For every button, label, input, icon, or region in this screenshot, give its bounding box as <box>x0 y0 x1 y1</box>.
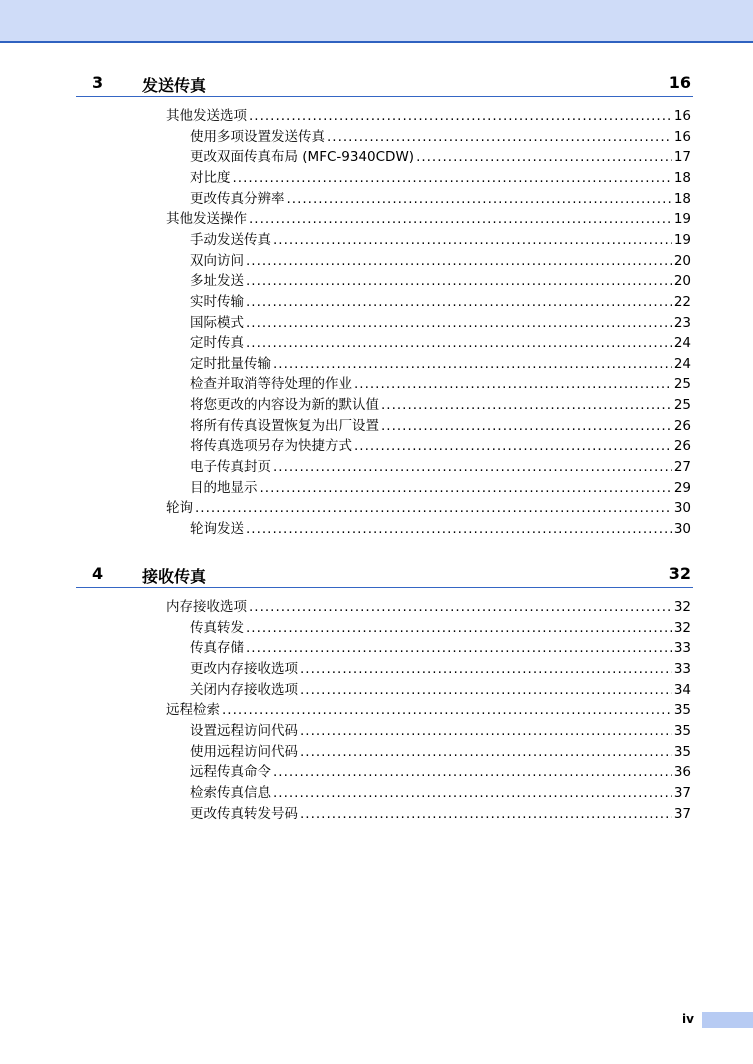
dot-leader <box>249 108 672 125</box>
toc-entry[interactable] <box>190 333 691 352</box>
dot-leader <box>273 232 672 249</box>
toc-entry-page: 33 <box>673 640 691 657</box>
toc-entry-page: 26 <box>673 438 691 455</box>
toc-entry-label: 检查并取消等待处理的作业 <box>190 376 352 393</box>
toc-entry[interactable] <box>190 659 691 678</box>
toc-entry-label: 定时传真 <box>190 335 244 352</box>
chapter-title: 接收传真 <box>142 567 207 586</box>
toc-entry-label: 传真转发 <box>190 619 244 636</box>
dot-leader <box>300 744 672 761</box>
chapter-page: 32 <box>668 564 691 583</box>
toc-entry-label: 国际模式 <box>190 314 244 331</box>
toc-entry-page: 35 <box>673 743 691 760</box>
toc-entry-page: 24 <box>673 335 691 352</box>
toc-entry-label: 远程检索 <box>166 702 220 719</box>
toc-entry-page: 35 <box>673 702 691 719</box>
toc-entry-label: 将您更改的内容设为新的默认值 <box>190 397 379 414</box>
toc-entry-page: 36 <box>673 764 691 781</box>
dot-leader <box>246 620 672 637</box>
toc-entry[interactable] <box>166 498 691 517</box>
toc-entry[interactable] <box>166 700 691 719</box>
toc-entry-page: 26 <box>673 417 691 434</box>
dot-leader <box>195 500 672 517</box>
toc-entry-label: 轮询 <box>166 500 193 517</box>
toc-entry[interactable] <box>190 395 691 414</box>
toc-entry[interactable] <box>190 478 691 497</box>
toc-entry[interactable] <box>190 251 691 270</box>
toc-entry-page: 25 <box>673 397 691 414</box>
dot-leader <box>381 418 672 435</box>
toc-entry[interactable] <box>190 127 691 146</box>
toc-entry[interactable] <box>190 374 691 393</box>
toc-entry-label: 更改内存接收选项 <box>190 660 298 677</box>
toc-entry-label: 电子传真封页 <box>190 459 271 476</box>
toc-entry-page: 35 <box>673 722 691 739</box>
page-number: iv <box>682 1012 694 1026</box>
toc-entry-label: 对比度 <box>190 169 231 186</box>
dot-leader <box>300 682 672 699</box>
toc-entry-page: 30 <box>673 500 691 517</box>
toc-entry[interactable] <box>166 106 691 125</box>
toc-entry-label: 更改传真分辨率 <box>190 190 285 207</box>
dot-leader <box>249 211 672 228</box>
toc-entry[interactable] <box>190 168 691 187</box>
toc-entry[interactable] <box>190 721 691 740</box>
toc-entry-label: 使用远程访问代码 <box>190 743 298 760</box>
dot-leader <box>416 149 672 166</box>
toc-entry-page: 19 <box>673 211 691 228</box>
toc-entry-page: 30 <box>673 521 691 537</box>
toc-entry-page: 17 <box>673 149 691 166</box>
toc-entry[interactable] <box>190 313 691 332</box>
chapter-heading[interactable] <box>76 72 693 97</box>
chapter-title: 发送传真 <box>142 76 207 95</box>
dot-leader <box>354 438 672 455</box>
toc-entry-page: 20 <box>673 273 691 290</box>
toc-entry-label: 手动发送传真 <box>190 231 271 248</box>
toc-entry[interactable] <box>190 230 691 249</box>
dot-leader <box>354 376 672 393</box>
dot-leader <box>249 599 672 616</box>
toc-entry[interactable] <box>190 762 691 781</box>
toc-entry-page: 32 <box>673 619 691 636</box>
toc-entry-label: 将所有传真设置恢复为出厂设置 <box>190 417 379 434</box>
dot-leader <box>273 459 672 476</box>
dot-leader <box>300 661 672 678</box>
chapter-heading[interactable] <box>76 563 693 588</box>
dot-leader <box>246 521 672 538</box>
toc-entry-label: 其他发送选项 <box>166 108 247 124</box>
footer-tab <box>702 1012 753 1028</box>
toc-entry[interactable] <box>190 783 691 802</box>
toc-entry-label: 多址发送 <box>190 273 244 290</box>
toc-entry-page: 18 <box>673 190 691 207</box>
dot-leader <box>300 806 672 823</box>
dot-leader <box>260 480 672 497</box>
toc-entry-page: 33 <box>673 660 691 677</box>
toc-entry-page: 32 <box>673 599 691 615</box>
toc-entry-page: 16 <box>673 108 691 124</box>
toc-entry[interactable] <box>166 209 691 228</box>
toc-entry-label: 检索传真信息 <box>190 784 271 801</box>
toc-entry-page: 37 <box>673 784 691 801</box>
toc-entry[interactable] <box>190 436 691 455</box>
toc-entry-label: 关闭内存接收选项 <box>190 681 298 698</box>
toc-entry-label: 设置远程访问代码 <box>190 722 298 739</box>
dot-leader <box>233 170 672 187</box>
toc-entry[interactable] <box>190 271 691 290</box>
toc-entry[interactable] <box>190 519 691 538</box>
toc-entry[interactable] <box>190 680 691 699</box>
toc-entry-label: 将传真选项另存为快捷方式 <box>190 438 352 455</box>
toc-entry-label: 定时批量传输 <box>190 355 271 372</box>
toc-entry[interactable] <box>190 638 691 657</box>
chapter-number: 4 <box>92 564 104 583</box>
dot-leader <box>246 640 672 657</box>
toc-entry-label: 目的地显示 <box>190 479 258 496</box>
toc-entry-label: 其他发送操作 <box>166 211 247 228</box>
toc-entry-page: 23 <box>673 314 691 331</box>
dot-leader <box>327 129 672 146</box>
dot-leader <box>287 191 672 208</box>
toc-entry-page: 22 <box>673 293 691 310</box>
toc-entry-page: 27 <box>673 459 691 476</box>
toc-entry-label: 传真存储 <box>190 640 244 657</box>
toc-entry[interactable] <box>190 457 691 476</box>
toc-entry-label: 轮询发送 <box>190 521 244 537</box>
toc-entry[interactable] <box>190 742 691 761</box>
dot-leader <box>246 253 672 270</box>
dot-leader <box>246 315 672 332</box>
toc-entry[interactable] <box>190 354 691 373</box>
dot-leader <box>246 294 672 311</box>
dot-leader <box>273 785 672 802</box>
toc-entry-page: 20 <box>673 252 691 269</box>
dot-leader <box>222 702 672 719</box>
toc-entry[interactable] <box>190 804 691 823</box>
dot-leader <box>300 723 672 740</box>
toc-entry-label: 内存接收选项 <box>166 599 247 615</box>
toc-entry-label: 更改传真转发号码 <box>190 805 298 822</box>
toc-entry-page: 18 <box>673 169 691 186</box>
toc-entry[interactable] <box>190 292 691 311</box>
toc-entry[interactable] <box>190 189 691 208</box>
toc-entry-page: 37 <box>673 805 691 822</box>
dot-leader <box>246 335 672 352</box>
toc-entry-label: 双向访问 <box>190 252 244 269</box>
toc-entry[interactable] <box>190 147 691 166</box>
dot-leader <box>246 273 672 290</box>
header-band <box>0 0 753 43</box>
dot-leader <box>273 764 672 781</box>
toc-entry-label: 使用多项设置发送传真 <box>190 128 325 145</box>
toc-entry-page: 24 <box>673 355 691 372</box>
chapter-page: 16 <box>668 73 691 92</box>
toc-entry-label: 实时传输 <box>190 293 244 310</box>
dot-leader <box>381 397 672 414</box>
toc-entry[interactable] <box>190 618 691 637</box>
toc-entry-page: 19 <box>673 231 691 248</box>
toc-entry-label: 远程传真命令 <box>190 764 271 781</box>
toc-entry-page: 29 <box>673 479 691 496</box>
toc-entry-page: 34 <box>673 681 691 698</box>
chapter-number: 3 <box>92 73 104 92</box>
toc-entry[interactable] <box>190 416 691 435</box>
toc-entry-page: 16 <box>673 128 691 145</box>
toc-entry-page: 25 <box>673 376 691 393</box>
toc-entry-label: 更改双面传真布局 (MFC-9340CDW) <box>190 149 415 166</box>
toc-entry[interactable] <box>166 597 691 616</box>
dot-leader <box>273 356 672 373</box>
